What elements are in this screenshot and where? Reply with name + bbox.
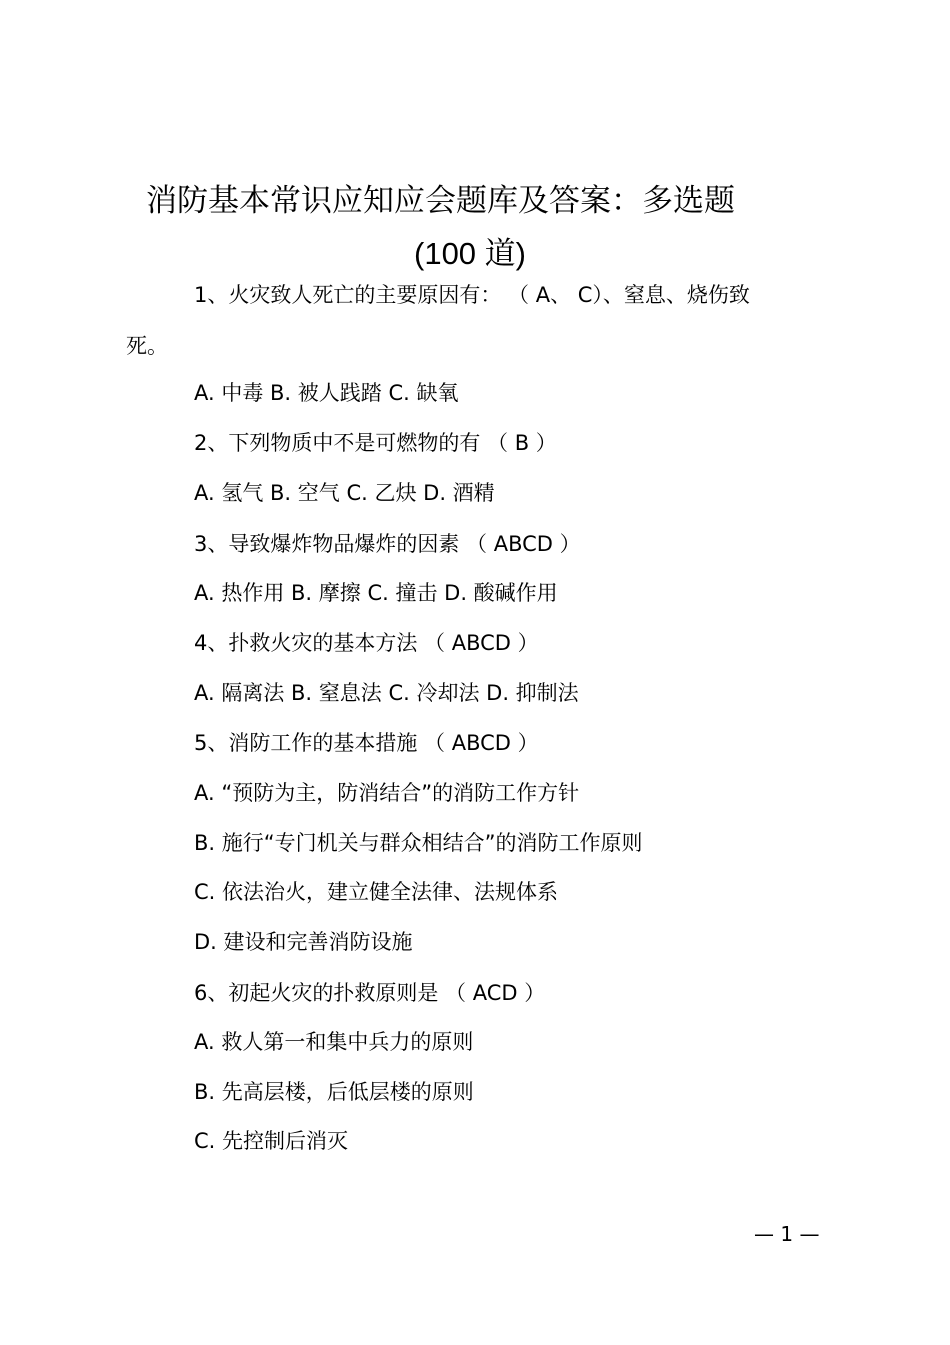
document-title-line-2: (100 道) [414, 236, 526, 271]
question-5-line: 5、消防工作的基本措施 （ ABCD ） [194, 731, 539, 755]
question-1-continuation: 死。 [126, 334, 168, 358]
question-3-line: 3、导致爆炸物品爆炸的因素 （ ABCD ） [194, 532, 581, 556]
question-1-line: 1、火灾致人死亡的主要原因有： （ A、 C）、窒息、烧伤致 [194, 283, 750, 307]
document-title-line-1: 消防基本常识应知应会题库及答案：多选题 [146, 183, 735, 219]
question-6-option-c: C. 先控制后消灭 [194, 1129, 349, 1153]
question-6-option-b: B. 先高层楼，后低层楼的原则 [194, 1080, 474, 1104]
question-2-options: A. 氢气 B. 空气 C. 乙炔 D. 酒精 [194, 481, 495, 505]
question-6-option-a: A. 救人第一和集中兵力的原则 [194, 1030, 474, 1054]
question-4-line: 4、扑救火灾的基本方法 （ ABCD ） [194, 631, 539, 655]
question-2-line: 2、下列物质中不是可燃物的有 （ B ） [194, 431, 557, 455]
question-4-options: A. 隔离法 B. 窒息法 C. 冷却法 D. 抑制法 [194, 681, 579, 705]
question-3-options: A. 热作用 B. 摩擦 C. 撞击 D. 酸碱作用 [194, 581, 558, 605]
question-1-options: A. 中毒 B. 被人践踏 C. 缺氧 [194, 381, 459, 405]
question-5-option-c: C. 依法治火，建立健全法律、法规体系 [194, 880, 559, 904]
page-number: — 1 — [754, 1222, 820, 1246]
question-5-option-a: A. “预防为主，防消结合”的消防工作方针 [194, 781, 580, 805]
question-6-line: 6、初起火灾的扑救原则是 （ ACD ） [194, 981, 546, 1005]
question-5-option-d: D. 建设和完善消防设施 [194, 930, 413, 954]
question-5-option-b: B. 施行“专门机关与群众相结合”的消防工作原则 [194, 831, 643, 855]
